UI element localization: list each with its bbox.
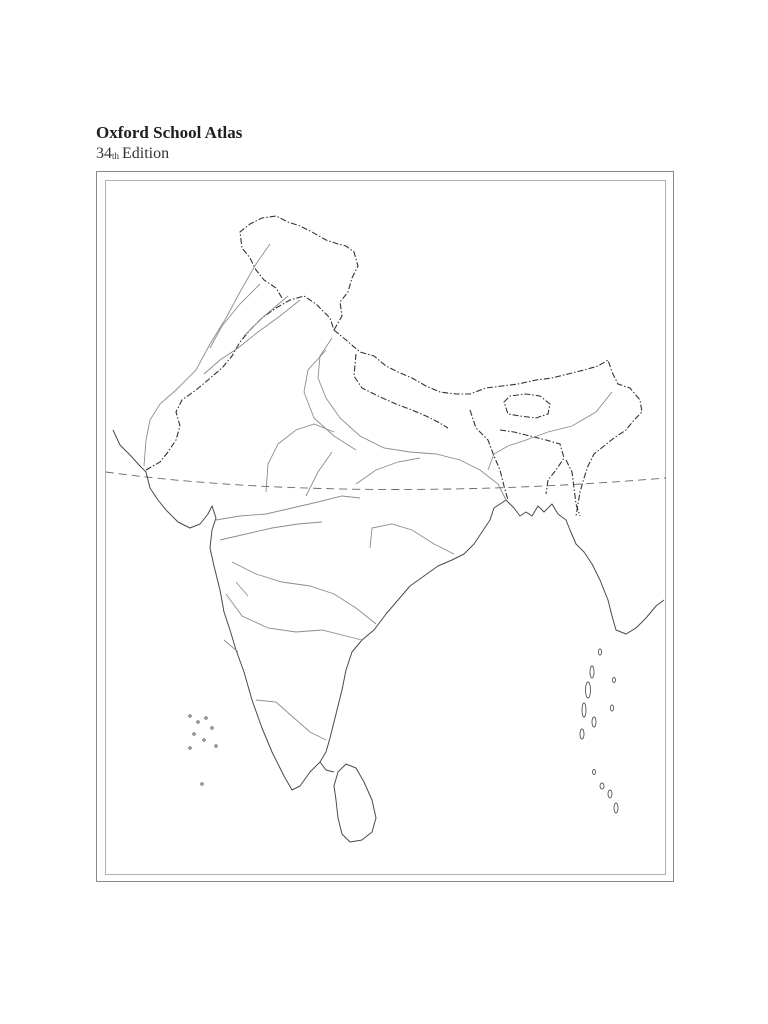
indus-river (144, 244, 270, 466)
atlas-title: Oxford School Atlas (96, 123, 243, 142)
edition-suffix: th (112, 151, 120, 161)
krishna-river (226, 594, 362, 640)
mahanadi-river (370, 524, 454, 554)
yamuna-river (304, 350, 356, 450)
bangladesh-boundary (470, 410, 564, 500)
mainland-coastline (113, 430, 506, 790)
tapi-river (220, 522, 322, 540)
lakshadweep-islands (189, 715, 217, 785)
godavari-river (232, 562, 376, 624)
betwa-son-river (306, 452, 420, 496)
narmada-river (216, 496, 360, 520)
chambal-river (266, 424, 334, 492)
edition-number: 34 (96, 145, 112, 162)
jhelum-chenab-river (210, 284, 288, 348)
sutlej-river (204, 300, 300, 374)
nepal-boundary (354, 354, 448, 428)
bhutan-boundary (504, 394, 550, 418)
kaveri-river (256, 700, 326, 740)
andaman-nicobar-islands (580, 649, 618, 813)
ganga-river (318, 338, 506, 500)
sri-lanka-coastline (334, 764, 376, 842)
bengal-delta-coast (506, 500, 664, 634)
palk-strait (320, 762, 334, 772)
northern-frontier (240, 216, 358, 330)
edition-word: Edition (122, 145, 170, 162)
